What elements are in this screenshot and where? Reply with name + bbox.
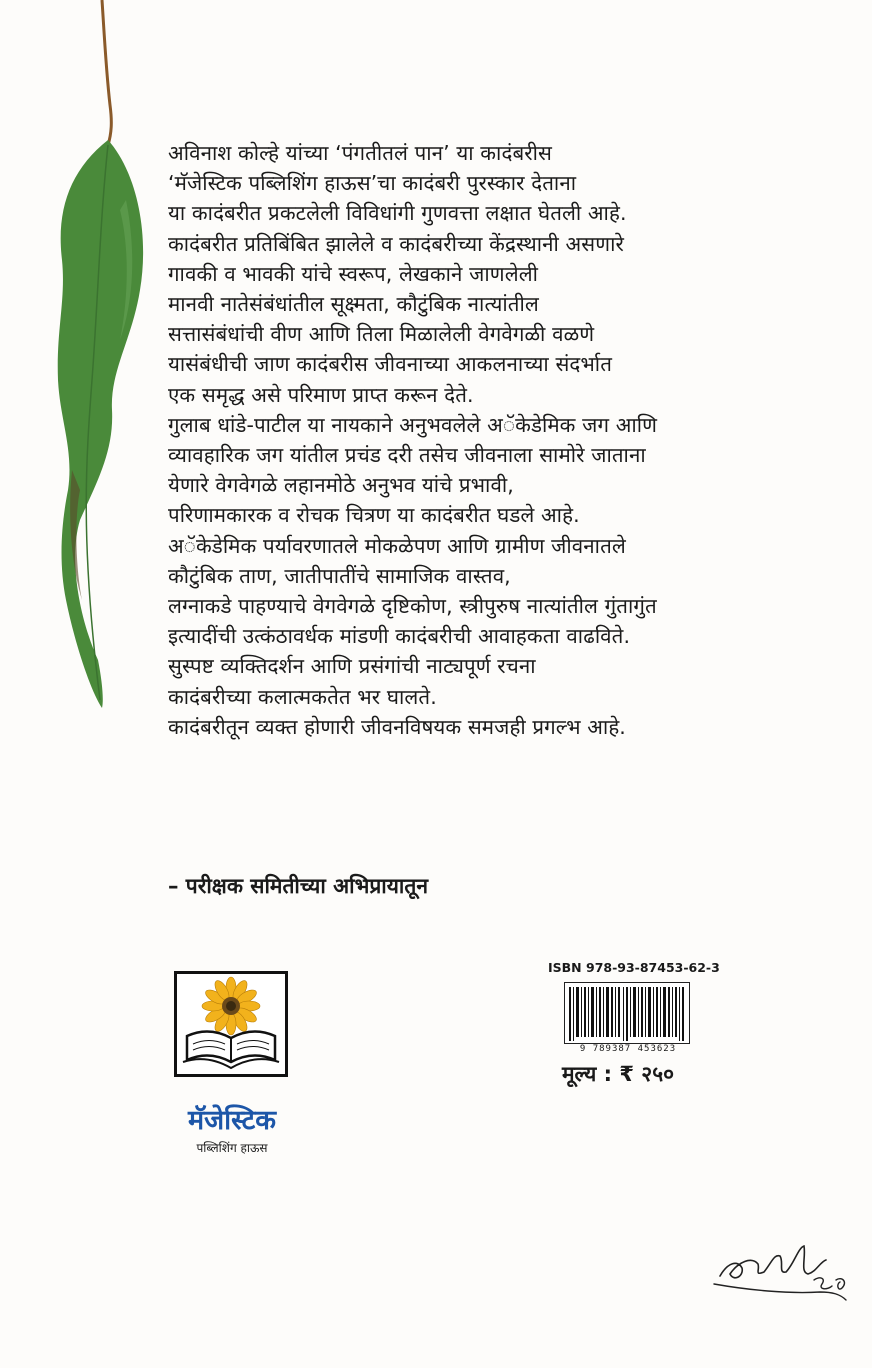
blurb-line: सुस्पष्ट व्यक्तिदर्शन आणि प्रसंगांची नाट्यपूर्ण रचना bbox=[168, 654, 536, 679]
blurb-line: ‘मॅजेस्टिक पब्लिशिंग हाऊस’चा कादंबरी पुरस्कार देताना bbox=[168, 171, 577, 196]
blurb-line: मानवी नातेसंबंधांतील सूक्ष्मता, कौटुंबिक नात्यांतील bbox=[168, 292, 539, 317]
isbn-label: ISBN 978-93-87453-62-3 bbox=[548, 960, 720, 975]
blurb-line: यासंबंधीची जाण कादंबरीस जीवनाच्या आकलनाच्या संदर्भात bbox=[168, 352, 612, 377]
logo-emblem bbox=[174, 971, 288, 1077]
blurb-line: येणारे वेगवेगळे लहानमोठे अनुभव यांचे प्रभावी, bbox=[168, 473, 514, 498]
artist-signature bbox=[708, 1232, 858, 1312]
blurb-line: अविनाश कोल्हे यांच्या ‘पंगतीतलं पान’ या कादंबरीस bbox=[168, 141, 553, 165]
isbn-block bbox=[548, 960, 720, 1100]
blurb-text bbox=[168, 138, 848, 742]
price-label: मूल्य : ₹ २५० bbox=[562, 1062, 675, 1086]
blurb-line: गावकी व भावकी यांचे स्वरूप, लेखकाने जाणलेली bbox=[168, 261, 538, 286]
blurb-line: कादंबरीतून व्यक्त होणारी जीवनविषयक समजही प्रगल्भ आहे. bbox=[168, 714, 626, 739]
blurb-line: परिणामकारक व रोचक चित्रण या कादंबरीत घडले आहे. bbox=[168, 503, 580, 528]
blurb-line: लग्नाकडे पाहण्याचे वेगवेगळे दृष्टिकोण, स्त्रीपुरुष नात्यांतील गुंतागुंत bbox=[168, 594, 657, 619]
blurb-line: सत्तासंबंधांची वीण आणि तिला मिळालेली वेगवेगळी वळणे bbox=[168, 322, 595, 347]
blurb-line: कौटुंबिक ताण, जातीपातींचे सामाजिक वास्तव, bbox=[168, 563, 511, 588]
barcode bbox=[564, 982, 690, 1044]
blurb-line: कादंबरीच्या कलात्मकतेत भर घालते. bbox=[168, 684, 437, 709]
leaf-illustration bbox=[40, 0, 150, 720]
blurb-line: कादंबरीत प्रतिबिंबित झालेले व कादंबरीच्या केंद्रस्थानी असणारे bbox=[168, 231, 624, 256]
publisher-name: मॅजेस्टिक bbox=[187, 1105, 277, 1136]
blurb-line: अॅकेडेमिक पर्यावरणातले मोकळेपण आणि ग्रामीण जीवनातले bbox=[168, 533, 626, 558]
blurb-line: या कादंबरीत प्रकटलेली विविधांगी गुणवत्ता लक्षात घेतली आहे. bbox=[168, 201, 627, 226]
blurb-line: इत्यादींची उत्कंठावर्धक मांडणी कादंबरीची आवाहकता वाढविते. bbox=[168, 624, 631, 649]
publisher-logo bbox=[168, 967, 298, 1162]
blurb-attribution: – परीक्षक समितीच्या अभिप्रायातून bbox=[168, 874, 428, 898]
blurb-line: गुलाब धांडे-पाटील या नायकाने अनुभवलेले अॅकेडेमिक जग आणि bbox=[168, 412, 657, 437]
sunflower-book-icon bbox=[177, 974, 285, 1074]
blurb-line: एक समृद्ध असे परिमाण प्राप्त करून देते. bbox=[168, 382, 474, 407]
barcode-icon bbox=[565, 983, 689, 1043]
barcode-digits: 9 789387 453623 bbox=[579, 1044, 677, 1054]
publisher-subtitle: पब्लिशिंग हाऊस bbox=[196, 1141, 268, 1155]
blurb-line: व्यावहारिक जग यांतील प्रचंड दरी तसेच जीवनाला सामोरे जाताना bbox=[168, 443, 646, 468]
